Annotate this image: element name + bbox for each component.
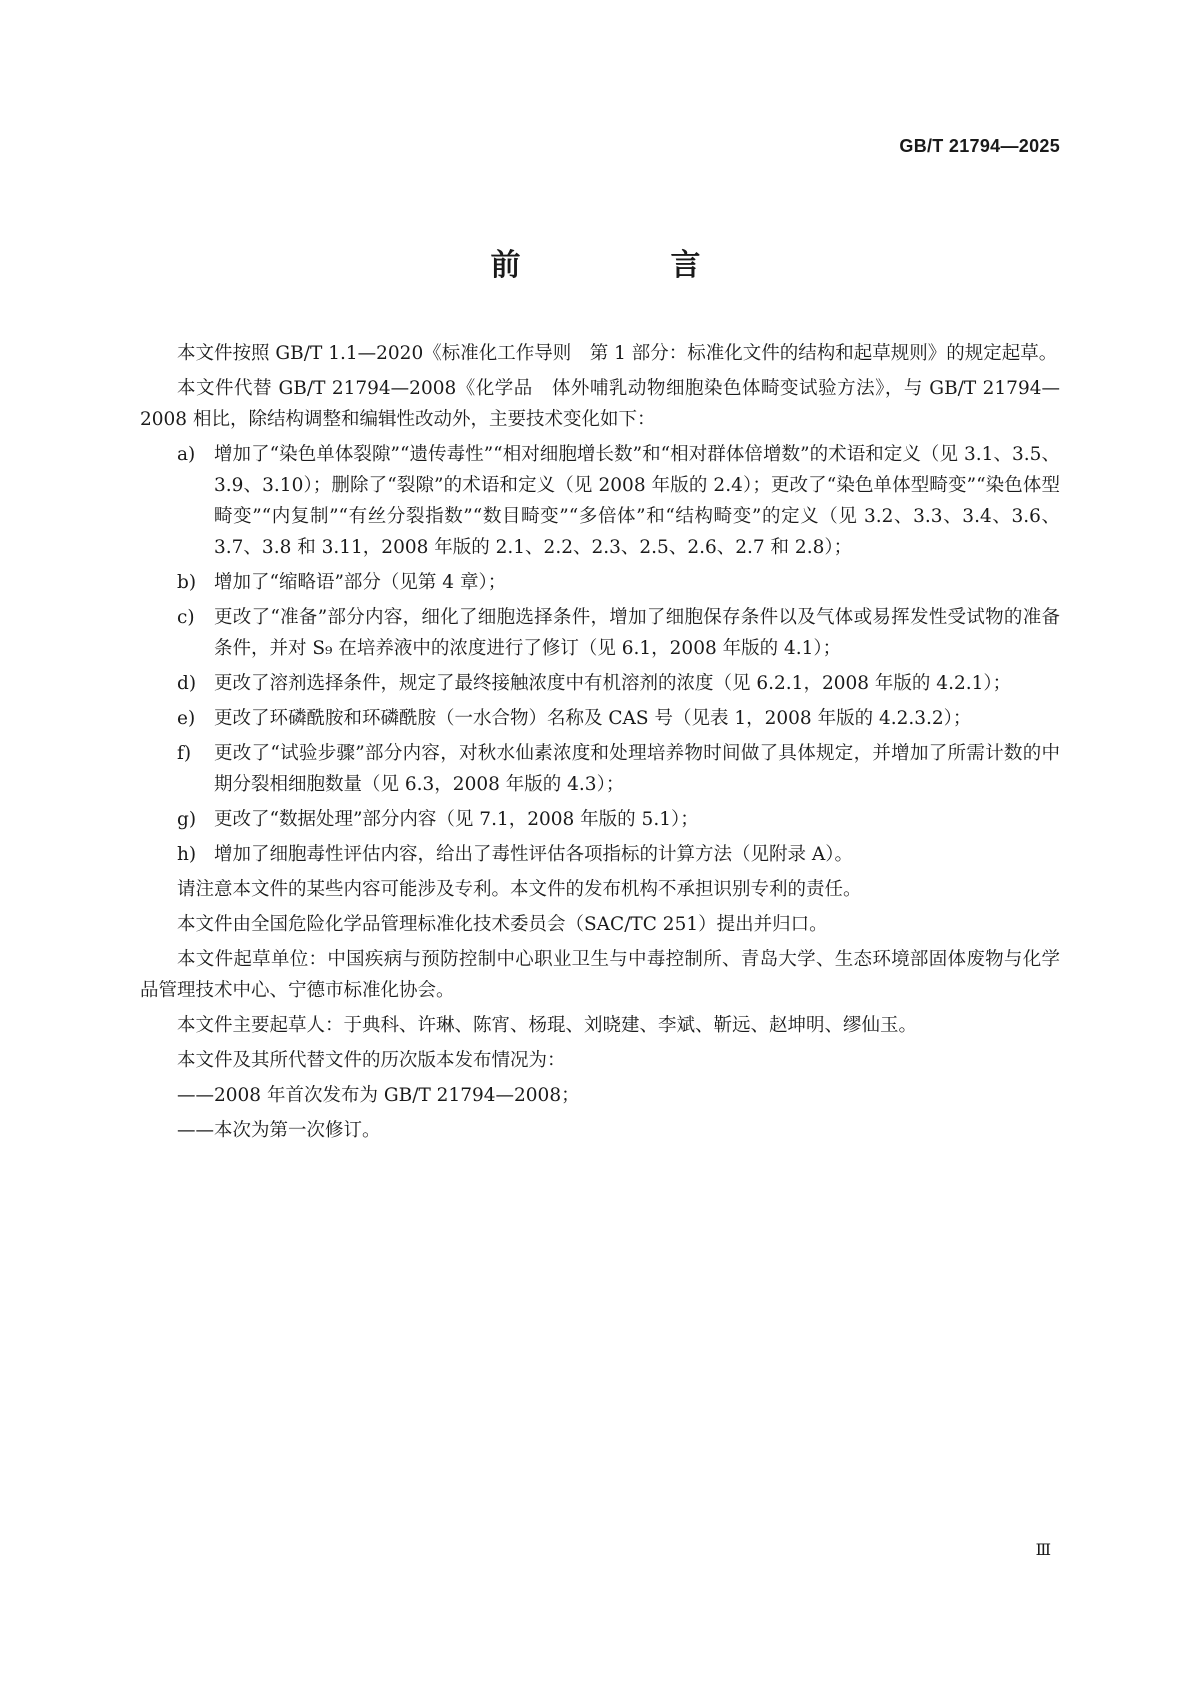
list-item xyxy=(140,839,1060,870)
list-item xyxy=(140,602,1060,664)
paragraph-replacement: 本文件代替 GB/T 21794—2008《化学品 体外哺乳动物细胞染色体畸变试验方法》，与 GB/T 21794—2008 相比，除结构调整和编辑性改动外，主要技术变化如下： xyxy=(140,378,1060,430)
list-marker: d) xyxy=(177,673,197,694)
document-code: GB/T 21794—2025 xyxy=(899,136,1060,156)
paragraph-history-intro: 本文件及其所代替文件的历次版本发布情况为： xyxy=(177,1050,566,1071)
list-marker: c) xyxy=(177,607,195,628)
list-item-text: 更改了“试验步骤”部分内容，对秋水仙素浓度和处理培养物时间做了具体规定，并增加了所需计数的中期分裂相细胞数量（见 6.3，2008 年版的 4.3）； xyxy=(214,743,1060,795)
list-item-text: 更改了“数据处理”部分内容（见 7.1，2008 年版的 5.1）； xyxy=(214,809,699,830)
list-marker: b) xyxy=(177,572,197,593)
history-line: ——2008 年首次发布为 GB/T 21794—2008； xyxy=(177,1085,580,1106)
list-item-text: 增加了“缩略语”部分（见第 4 章）； xyxy=(214,572,507,593)
list-item-text: 更改了溶剂选择条件，规定了最终接触浓度中有机溶剂的浓度（见 6.2.1，2008 年版的 4.2.1）； xyxy=(214,673,1012,694)
list-item xyxy=(140,567,1060,598)
list-item xyxy=(140,804,1060,835)
list-item xyxy=(140,439,1060,563)
list-marker: a) xyxy=(177,444,196,465)
foreword-body xyxy=(140,338,1060,1150)
list-marker: f) xyxy=(177,743,192,764)
list-item-text: 更改了“准备”部分内容，细化了细胞选择条件，增加了细胞保存条件以及气体或易挥发性受试物的准备条件，并对 S₉ 在培养液中的浓度进行了修订（见 6.1，2008 年版的 4.1）； xyxy=(214,607,1060,659)
list-item xyxy=(140,738,1060,800)
list-item xyxy=(140,668,1060,699)
list-item xyxy=(140,703,1060,734)
list-item-text: 增加了细胞毒性评估内容，给出了毒性评估各项指标的计算方法（见附录 A）。 xyxy=(214,844,853,865)
list-marker: h) xyxy=(177,844,197,865)
list-item-text: 更改了环磷酰胺和环磷酰胺（一水合物）名称及 CAS 号（见表 1，2008 年版的 4.2.3.2）； xyxy=(214,708,972,729)
list-marker: g) xyxy=(177,809,197,830)
paragraph-patent-notice: 请注意本文件的某些内容可能涉及专利。本文件的发布机构不承担识别专利的责任。 xyxy=(177,879,862,900)
paragraph-drafting-units: 本文件起草单位：中国疾病与预防控制中心职业卫生与中毒控制所、青岛大学、生态环境部固体废物与化学品管理技术中心、宁德市标准化协会。 xyxy=(140,949,1060,1001)
page-number: Ⅲ xyxy=(1035,1540,1051,1559)
paragraph-drafters: 本文件主要起草人：于典科、许琳、陈宵、杨琨、刘晓建、李斌、靳远、赵坤明、缪仙玉。 xyxy=(177,1015,918,1036)
page-title: 前 言 xyxy=(490,248,761,283)
history-line: ——本次为第一次修订。 xyxy=(177,1120,381,1141)
list-item-text: 增加了“染色单体裂隙”“遗传毒性”“相对细胞增长数”和“相对群体倍增数”的术语和定义（见 3.1、3.5、3.9、3.10）；删除了“裂隙”的术语和定义（见 2008 年版的 2.4）；更改了“染色单体型畸变”“染色体型畸变”“内复制”“有丝分裂指数”“数目畸变”“多倍体”和“结构畸变”的定义（见 3.2、3.3、3.4、3.6、3.7、3.8 和 3.11，2008 年版的 2.1、2.2、2.3、2.5、2.6、2.7 和 2.8）； xyxy=(214,444,1060,558)
paragraph-proposer: 本文件由全国危险化学品管理标准化技术委员会（SAC/TC 251）提出并归口。 xyxy=(177,914,828,935)
list-marker: e) xyxy=(177,708,196,729)
paragraph-drafting-rules: 本文件按照 GB/T 1.1—2020《标准化工作导则 第 1 部分：标准化文件的结构和起草规则》的规定起草。 xyxy=(177,343,1058,364)
